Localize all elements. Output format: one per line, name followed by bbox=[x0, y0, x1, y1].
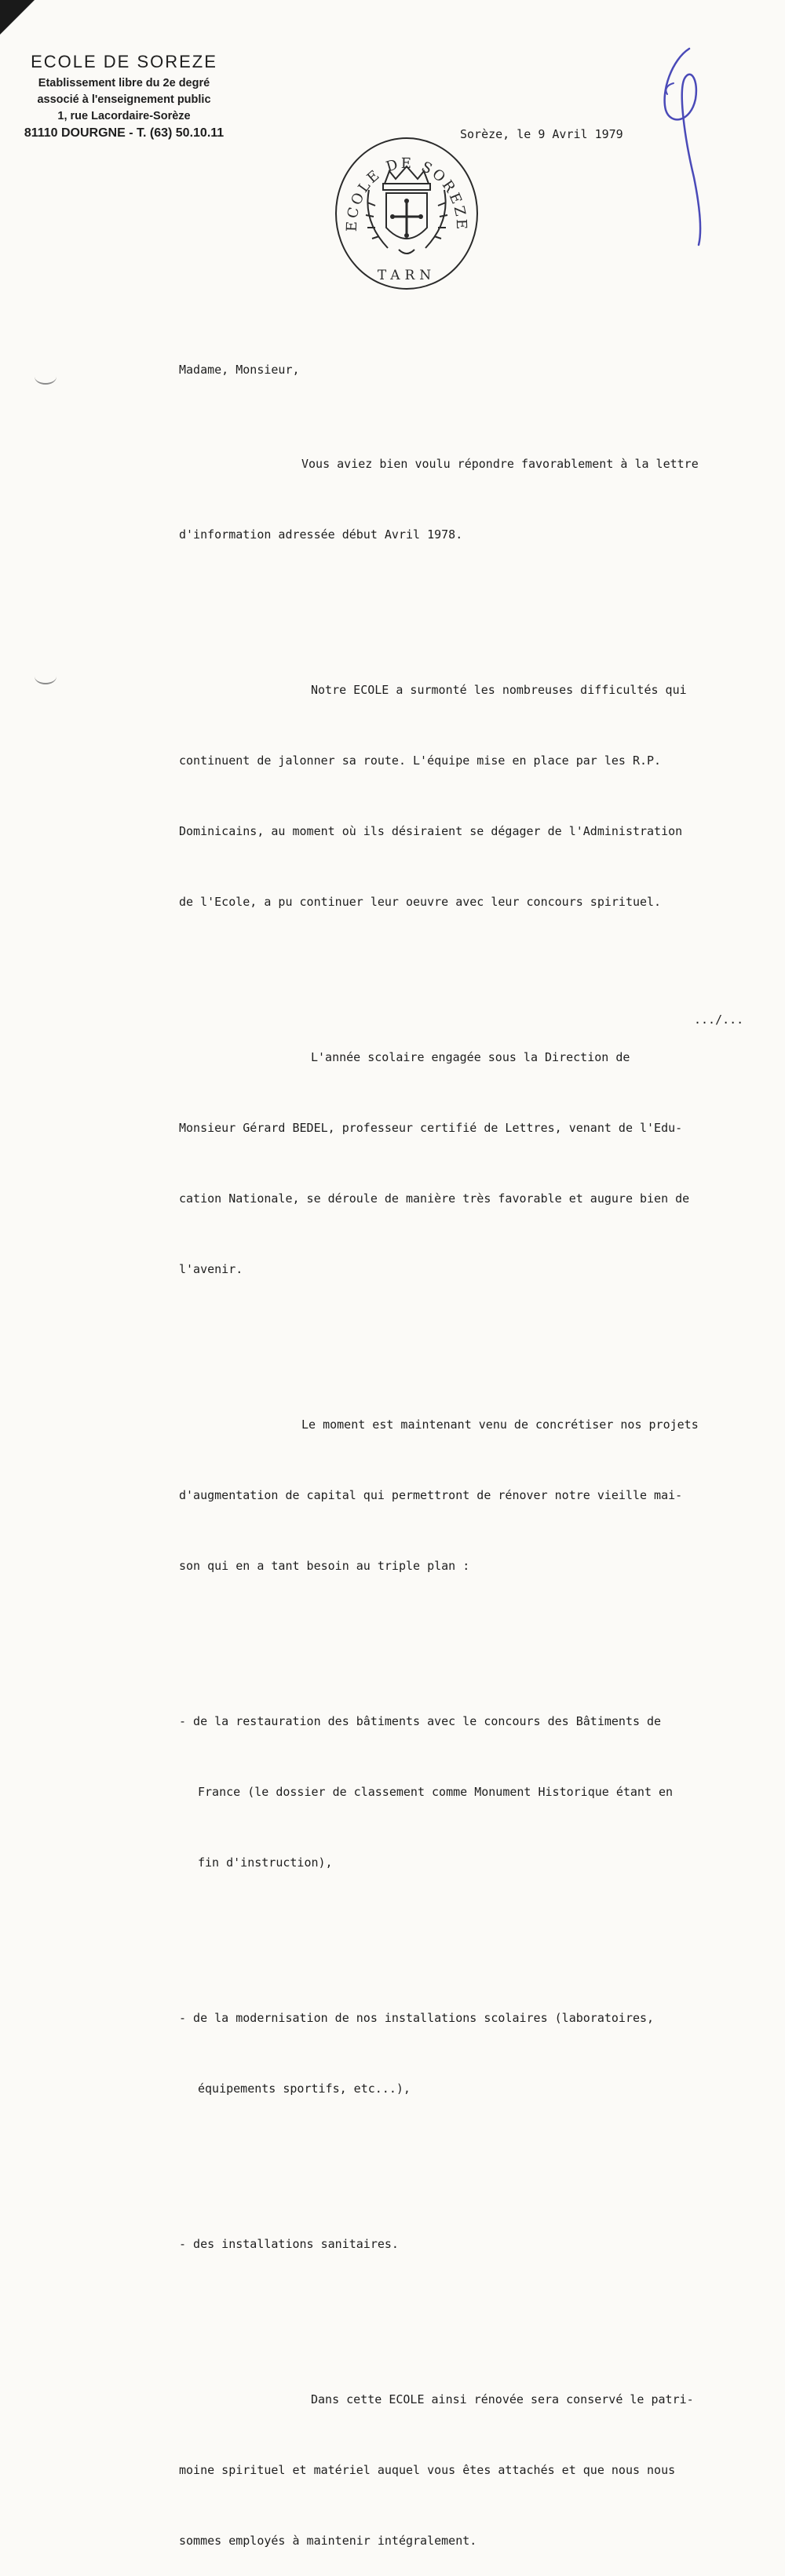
paragraph-3-line: cation Nationale, se déroule de manière très favorable et augure bien de bbox=[179, 1191, 690, 1206]
paragraph-3-line: Monsieur Gérard BEDEL, professeur certifié de Lettres, venant de l'Edu- bbox=[179, 1121, 683, 1135]
bullet-2-line: équipements sportifs, etc...), bbox=[198, 2082, 411, 2096]
paragraph-3-line: L'année scolaire engagée sous la Direction de bbox=[311, 1050, 630, 1064]
bullet-1-line: France (le dossier de classement comme Monument Historique étant en bbox=[198, 1785, 674, 1799]
salutation: Madame, Monsieur, bbox=[179, 363, 300, 377]
paragraph-1-line: d'information adressée début Avril 1978. bbox=[179, 527, 463, 542]
bullet-2-line: - de la modernisation de nos installations scolaires (laboratoires, bbox=[179, 2011, 655, 2025]
paragraph-4-line: Le moment est maintenant venu de concrétiser nos projets bbox=[301, 1418, 699, 1432]
letterhead bbox=[22, 52, 226, 141]
letterhead-line-2: associé à l'enseignement public bbox=[37, 93, 211, 106]
paragraph-1-line: Vous aviez bien voulu répondre favorablement à la lettre bbox=[301, 457, 699, 471]
paragraph-5-line: Dans cette ECOLE ainsi rénovée sera conservé le patri- bbox=[311, 2392, 694, 2406]
paragraph-2-line: continuent de jalonner sa route. L'équipe mise en place par les R.P. bbox=[179, 753, 662, 768]
school-seal-stamp bbox=[333, 135, 480, 292]
paragraph-5-line: sommes employés à maintenir intégralement. bbox=[179, 2534, 477, 2548]
letter-body bbox=[179, 311, 752, 2576]
letterhead-address: 1, rue Lacordaire-Sorèze bbox=[57, 110, 191, 122]
corner-mark bbox=[0, 0, 35, 35]
paragraph-5-line: moine spirituel et matériel auquel vous êtes attachés et que nous nous bbox=[179, 2463, 676, 2477]
letter-date: Sorèze, le 9 Avril 1979 bbox=[460, 127, 623, 141]
paragraph-4-line: son qui en a tant besoin au triple plan : bbox=[179, 1559, 470, 1573]
punch-hole-mark bbox=[35, 669, 57, 684]
bullet-1-line: - de la restauration des bâtiments avec le concours des Bâtiments de bbox=[179, 1714, 662, 1728]
seal-top-text: ECOLE DE SOREZE bbox=[343, 155, 470, 232]
bullet-1-line: fin d'instruction), bbox=[198, 1855, 333, 1870]
paragraph-2-line: Notre ECOLE a surmonté les nombreuses difficultés qui bbox=[311, 683, 687, 697]
bullet-3-line: - des installations sanitaires. bbox=[179, 2237, 399, 2251]
page-continuation-mark: .../... bbox=[694, 1013, 744, 1027]
punch-hole-mark bbox=[35, 369, 57, 385]
paragraph-4-line: d'augmentation de capital qui permettront de rénover notre vieille mai- bbox=[179, 1488, 683, 1502]
paragraph-3-line: l'avenir. bbox=[179, 1262, 243, 1276]
seal-bottom-text: TARN bbox=[377, 268, 436, 283]
letterhead-line-1: Etablissement libre du 2e degré bbox=[38, 77, 210, 89]
handwritten-signature bbox=[650, 44, 713, 248]
letterhead-phone: 81110 DOURGNE - T. (63) 50.10.11 bbox=[24, 126, 225, 140]
letterhead-school-name: ECOLE DE SOREZE bbox=[31, 52, 217, 71]
paragraph-2-line: Dominicains, au moment où ils désiraient se dégager de l'Administration bbox=[179, 824, 683, 838]
paragraph-2-line: de l'Ecole, a pu continuer leur oeuvre avec leur concours spirituel. bbox=[179, 895, 662, 909]
